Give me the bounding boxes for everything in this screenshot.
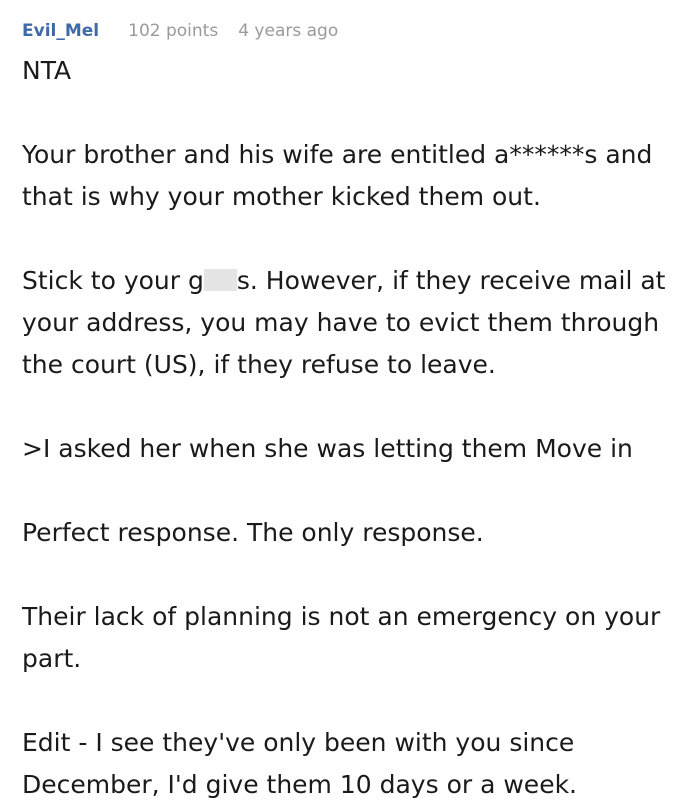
- comment-paragraph-verdict: NTA: [22, 56, 72, 85]
- comment-paragraph-entitled: Your brother and his wife are entitled a******s and that is why your mother kicked them out.: [22, 140, 653, 211]
- advice-text-before: Stick to your g: [22, 266, 204, 295]
- points-count: 102 points: [128, 21, 219, 41]
- advice-text-after: s. However, if they receive mail at your address, you may have to evict them through the court (US), if they refuse to leave.: [22, 266, 666, 379]
- username-link[interactable]: Evil_Mel: [22, 21, 100, 41]
- comment-paragraph-advice: [22, 260, 694, 386]
- comment-paragraph-planning: Their lack of planning is not an emergency on your part.: [22, 602, 661, 673]
- censored-word-block: [204, 269, 237, 291]
- comment-meta: [22, 20, 338, 42]
- comment-paragraph-quote: >I asked her when she was letting them Move in: [22, 434, 633, 463]
- comment-age: 4 years ago: [238, 21, 339, 41]
- comment-paragraph-edit: Edit - I see they've only been with you since December, I'd give them 10 days or a week.: [22, 728, 577, 799]
- comment-paragraph-response: Perfect response. The only response.: [22, 518, 484, 547]
- comment-body: [22, 50, 694, 806]
